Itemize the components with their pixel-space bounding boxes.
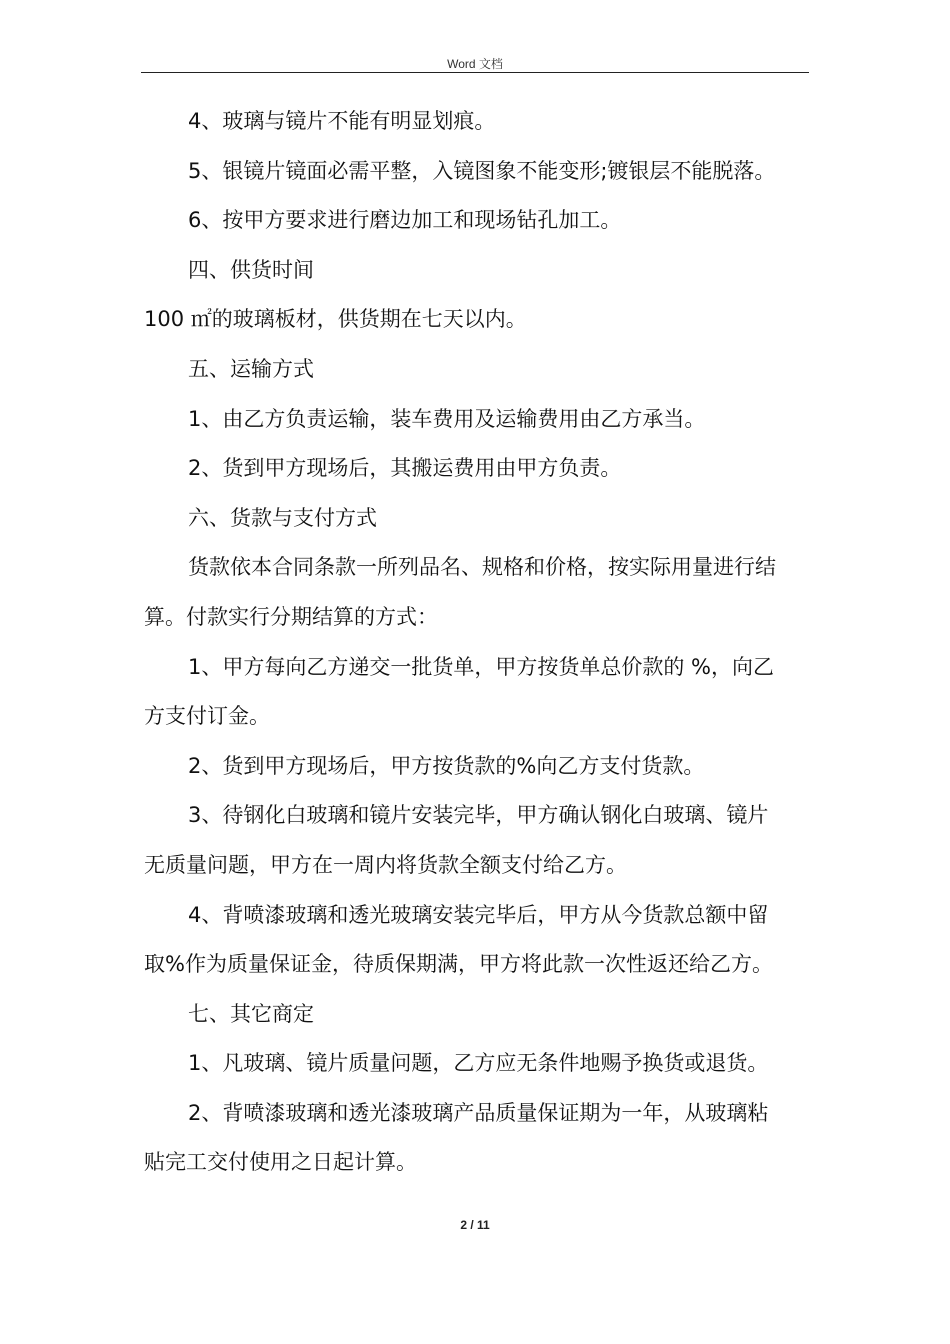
paragraph-continuation: 无质量问题，甲方在一周内将货款全额支付给乙方。 — [144, 852, 627, 877]
page-number: 2 / 11 — [460, 1218, 490, 1232]
paragraph: 4、背喷漆玻璃和透光玻璃安装完毕后，甲方从今货款总额中留 — [188, 902, 769, 927]
page-header-title: Word 文档 — [447, 57, 503, 71]
paragraph: 2、货到甲方现场后，其搬运费用由甲方负责。 — [188, 456, 622, 481]
document-body — [144, 97, 808, 1188]
paragraph: 3、待钢化白玻璃和镜片安装完毕，甲方确认钢化白玻璃、镜片 — [188, 803, 769, 828]
paragraph: 1、甲方每向乙方递交一批货单，甲方按货单总价款的 %，向乙 — [188, 654, 774, 679]
paragraph: 5、银镜片镜面必需平整，入镜图象不能变形;镀银层不能脱落。 — [188, 158, 776, 183]
header-divider — [141, 72, 809, 73]
paragraph-continuation: 方支付订金。 — [144, 704, 270, 729]
paragraph: 1、由乙方负责运输，装车费用及运输费用由乙方承当。 — [188, 406, 706, 431]
paragraph: 6、按甲方要求进行磨边加工和现场钻孔加工。 — [188, 208, 622, 233]
paragraph: 4、玻璃与镜片不能有明显划痕。 — [188, 109, 496, 133]
paragraph-continuation: 贴完工交付使用之日起计算。 — [144, 1150, 417, 1175]
paragraph-continuation: 取%作为质量保证金，待质保期满，甲方将此款一次性返还给乙方。 — [144, 952, 773, 977]
section-heading: 四、供货时间 — [188, 257, 314, 282]
paragraph: 货款依本合同条款一所列品名、规格和价格，按实际用量进行结 — [188, 555, 776, 580]
section-heading: 五、运输方式 — [188, 356, 314, 381]
section-heading: 七、其它商定 — [188, 1001, 314, 1026]
paragraph: 1、凡玻璃、镜片质量问题，乙方应无条件地赐予换货或退货。 — [188, 1051, 769, 1076]
paragraph: 100 ㎡的玻璃板材，供货期在七天以内。 — [144, 307, 527, 332]
paragraph: 2、货到甲方现场后，甲方按货款的%向乙方支付货款。 — [188, 753, 705, 778]
paragraph: 2、背喷漆玻璃和透光漆玻璃产品质量保证期为一年，从玻璃粘 — [188, 1100, 769, 1125]
paragraph-continuation: 算。付款实行分期结算的方式： — [144, 604, 438, 629]
section-heading: 六、货款与支付方式 — [188, 505, 377, 530]
